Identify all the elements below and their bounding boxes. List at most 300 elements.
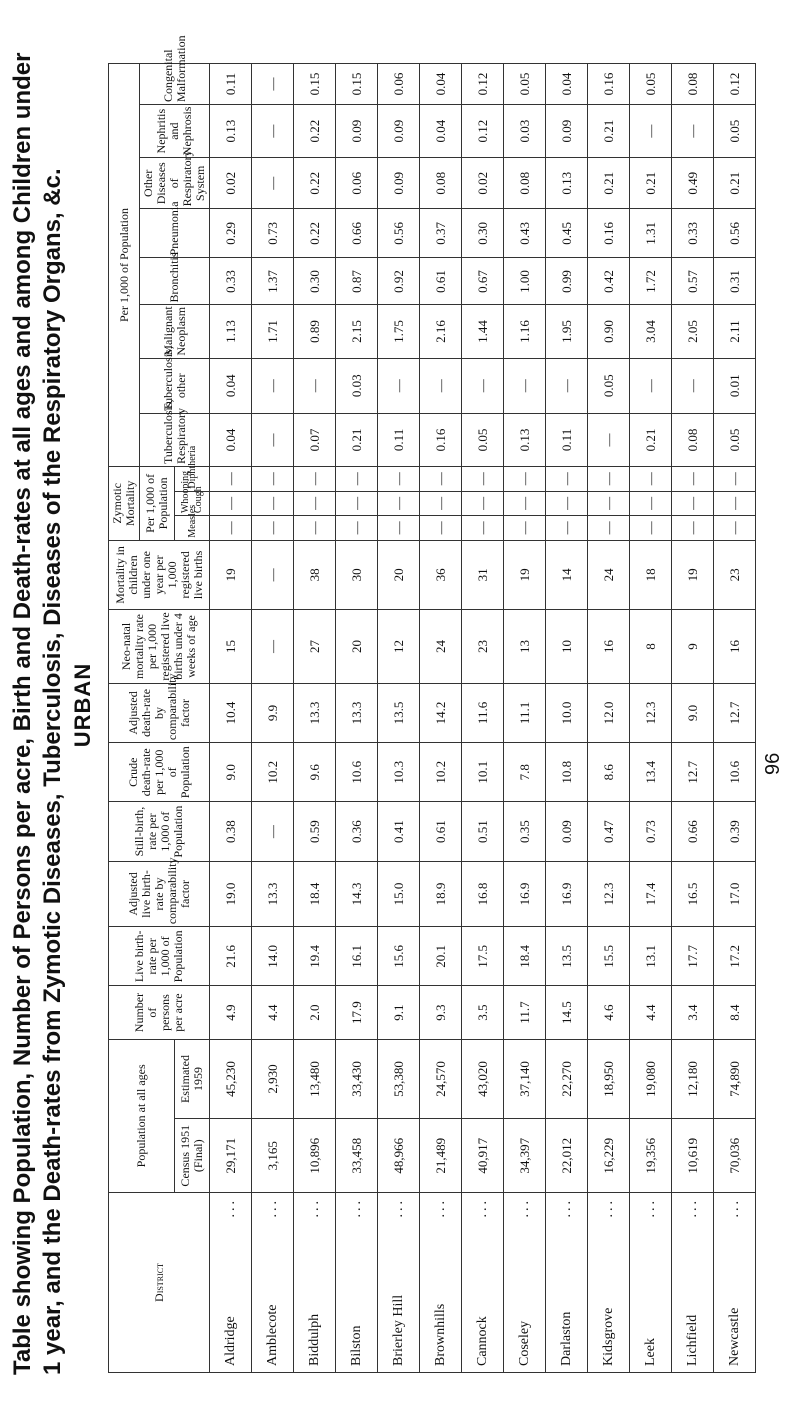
cell-sbr: 0.61 [420, 802, 462, 861]
cell-inf: — [252, 540, 294, 610]
cell-bro: 1.72 [630, 258, 672, 305]
cell-inf: 38 [294, 540, 336, 610]
cell-neo: 10 [546, 610, 588, 684]
cell-sbr: — [252, 802, 294, 861]
cell-bro: 0.31 [714, 258, 756, 305]
cell-adr: 13.5 [378, 683, 420, 742]
table-row [714, 64, 756, 1373]
cell-bro: 0.61 [420, 258, 462, 305]
nephritis-header: Nephritis and Nephrosis [140, 105, 210, 158]
cell-di: — [714, 467, 756, 492]
cell-mal: 1.71 [252, 305, 294, 358]
leader-dots: ... [306, 1198, 322, 1218]
cell-pne: 0.16 [588, 209, 630, 258]
zymotic-per-1000-header: Per 1,000 of Population [140, 467, 175, 541]
cell-est: 43,020 [462, 1039, 504, 1119]
cell-census: 21,489 [420, 1119, 462, 1193]
cell-abr: 16.5 [672, 861, 714, 926]
cell-me: — [546, 516, 588, 541]
cell-cdr: 10.1 [462, 743, 504, 802]
cell-wc: — [252, 491, 294, 516]
cell-ppa: 4.4 [630, 986, 672, 1039]
leader-dots: ... [222, 1198, 238, 1218]
cell-di: — [588, 467, 630, 492]
cell-nep: 0.04 [420, 105, 462, 158]
cell-sbr: 0.39 [714, 802, 756, 861]
cell-wc: — [210, 491, 252, 516]
cell-wc: — [420, 491, 462, 516]
cell-tbo: 0.01 [714, 358, 756, 413]
district-name: Amblecote [264, 1304, 280, 1366]
cell-est: 74,890 [714, 1039, 756, 1119]
district-name: Lichfield [684, 1314, 700, 1366]
cell-inf: 36 [420, 540, 462, 610]
cell-mal: 2.16 [420, 305, 462, 358]
cell-oth: 0.13 [546, 158, 588, 209]
cell-wc: — [294, 491, 336, 516]
cell-bro: 0.33 [210, 258, 252, 305]
cell-di: — [420, 467, 462, 492]
cell-nep: 0.13 [210, 105, 252, 158]
cell-br: 13.5 [546, 927, 588, 986]
cell-nep: — [630, 105, 672, 158]
persons-per-acre-header: Number of persons per acre [109, 986, 210, 1039]
cell-census: 10,896 [294, 1119, 336, 1193]
cell-me: — [294, 516, 336, 541]
cell-ppa: 3.4 [672, 986, 714, 1039]
cell-mal: 0.90 [588, 305, 630, 358]
cell-oth: 0.02 [462, 158, 504, 209]
cell-me: — [252, 516, 294, 541]
cell-mal: 1.13 [210, 305, 252, 358]
table-title: Table showing Population, Number of Persons per acre, Birth and Death-rates at all ages and among Children under 1 year, and the Death-rates from Zymotic Diseases, Tuberculosis, Diseases of the Respiratory Organs, &c. [9, 52, 66, 1375]
cell-mal: 0.89 [294, 305, 336, 358]
cell-oth: 0.21 [714, 158, 756, 209]
malignant-neoplasm-header: Malignant Neoplasm [140, 305, 210, 358]
cell-con: 0.06 [378, 64, 420, 105]
cell-est: 18,950 [588, 1039, 630, 1119]
cell-di: — [462, 467, 504, 492]
cell-tbo: 0.04 [210, 358, 252, 413]
cell-br: 16.1 [336, 927, 378, 986]
cell-pne: 0.22 [294, 209, 336, 258]
cell-tbr: 0.05 [714, 413, 756, 466]
page-number: 96 [762, 752, 784, 775]
cell-mal: 3.04 [630, 305, 672, 358]
cell-bro: 0.67 [462, 258, 504, 305]
cell-adr: 12.0 [588, 683, 630, 742]
cell-est: 45,230 [210, 1039, 252, 1119]
table-row [378, 64, 420, 1373]
cell-sbr: 0.66 [672, 802, 714, 861]
cell-neo: 16 [714, 610, 756, 684]
cell-tbo: — [294, 358, 336, 413]
cell-nep: 0.09 [546, 105, 588, 158]
cell-wc: — [546, 491, 588, 516]
cell-br: 18.4 [504, 927, 546, 986]
adjusted-birth-rate-header: Adjusted live birth-rate by comparability factor [109, 861, 210, 926]
cell-cdr: 10.8 [546, 743, 588, 802]
cell-census: 40,917 [462, 1119, 504, 1193]
cell-br: 20.1 [420, 927, 462, 986]
cell-sbr: 0.59 [294, 802, 336, 861]
cell-inf: 19 [210, 540, 252, 610]
cell-est: 12,180 [672, 1039, 714, 1119]
cell-cdr: 10.3 [378, 743, 420, 802]
cell-ppa: 9.3 [420, 986, 462, 1039]
cell-wc: — [462, 491, 504, 516]
cell-oth: 0.21 [588, 158, 630, 209]
cell-adr: 13.3 [336, 683, 378, 742]
cell-sbr: 0.38 [210, 802, 252, 861]
cell-tbr: 0.21 [336, 413, 378, 466]
cell-con: — [252, 64, 294, 105]
cell-br: 17.2 [714, 927, 756, 986]
cell-di: — [210, 467, 252, 492]
cell-br: 14.0 [252, 927, 294, 986]
cell-adr: 14.2 [420, 683, 462, 742]
cell-nep: 0.22 [294, 105, 336, 158]
cell-sbr: 0.36 [336, 802, 378, 861]
table-row [672, 64, 714, 1373]
cell-inf: 19 [504, 540, 546, 610]
district-name: Brierley Hill [390, 1294, 406, 1366]
cell-tbr: — [252, 413, 294, 466]
cell-ppa: 4.6 [588, 986, 630, 1039]
cell-con: 0.04 [546, 64, 588, 105]
cell-pne: 1.31 [630, 209, 672, 258]
table-row [336, 64, 378, 1373]
cell-wc: — [630, 491, 672, 516]
cell-oth: — [252, 158, 294, 209]
cell-abr: 12.3 [588, 861, 630, 926]
cell-pne: 0.73 [252, 209, 294, 258]
cell-pne: 0.56 [714, 209, 756, 258]
table-row [420, 64, 462, 1373]
cell-census: 16,229 [588, 1119, 630, 1193]
birth-rate-header: Live birth-rate per 1,000 of Population [109, 927, 210, 986]
cell-mal: 1.75 [378, 305, 420, 358]
cell-ppa: 2.0 [294, 986, 336, 1039]
cell-census: 34,397 [504, 1119, 546, 1193]
cell-oth: 0.08 [420, 158, 462, 209]
cell-abr: 15.0 [378, 861, 420, 926]
cell-mal: 2.11 [714, 305, 756, 358]
cell-con: 0.12 [714, 64, 756, 105]
table-body [210, 64, 756, 1373]
table-row [504, 64, 546, 1373]
cell-ppa: 17.9 [336, 986, 378, 1039]
cell-oth: 0.21 [630, 158, 672, 209]
cell-ppa: 4.9 [210, 986, 252, 1039]
cell-br: 19.4 [294, 927, 336, 986]
cell-census: 19,356 [630, 1119, 672, 1193]
cell-cdr: 10.2 [252, 743, 294, 802]
bronchitis-header: Bronchitis [140, 258, 210, 305]
cell-est: 33,430 [336, 1039, 378, 1119]
cell-tbr: 0.04 [210, 413, 252, 466]
cell-sbr: 0.35 [504, 802, 546, 861]
cell-di: — [252, 467, 294, 492]
neonatal-mortality-header: Neo-natal mortality rate per 1,000 registered live births under 4 weeks of age [109, 610, 210, 684]
cell-oth: 0.22 [294, 158, 336, 209]
cell-tbr: 0.11 [546, 413, 588, 466]
cell-cdr: 12.7 [672, 743, 714, 802]
cell-est: 37,140 [504, 1039, 546, 1119]
cell-mal: 1.95 [546, 305, 588, 358]
district-cell [252, 1193, 294, 1373]
cell-tbr: — [588, 413, 630, 466]
leader-dots: ... [348, 1198, 364, 1218]
cell-me: — [588, 516, 630, 541]
leader-dots: ... [264, 1198, 280, 1218]
district-name: Aldridge [222, 1316, 238, 1366]
leader-dots: ... [432, 1198, 448, 1218]
cell-inf: 18 [630, 540, 672, 610]
cell-me: — [504, 516, 546, 541]
cell-tbo: — [546, 358, 588, 413]
cell-bro: 0.30 [294, 258, 336, 305]
cell-abr: 17.4 [630, 861, 672, 926]
cell-tbr: 0.13 [504, 413, 546, 466]
cell-di: — [672, 467, 714, 492]
cell-me: — [630, 516, 672, 541]
cell-inf: 19 [672, 540, 714, 610]
cell-nep: 0.03 [504, 105, 546, 158]
table-row [252, 64, 294, 1373]
district-name: Leek [642, 1338, 658, 1366]
cell-con: 0.08 [672, 64, 714, 105]
cell-tbr: 0.05 [462, 413, 504, 466]
cell-wc: — [714, 491, 756, 516]
cell-tbo: — [252, 358, 294, 413]
cell-me: — [672, 516, 714, 541]
cell-adr: 9.9 [252, 683, 294, 742]
cell-adr: 11.1 [504, 683, 546, 742]
cell-ppa: 11.7 [504, 986, 546, 1039]
cell-tbr: 0.16 [420, 413, 462, 466]
measles-header: Measles [175, 516, 210, 541]
header-row-1 [109, 64, 140, 1373]
cell-oth: 0.09 [378, 158, 420, 209]
cell-con: 0.16 [588, 64, 630, 105]
cell-est: 22,270 [546, 1039, 588, 1119]
cell-abr: 13.3 [252, 861, 294, 926]
leader-dots: ... [474, 1198, 490, 1218]
cell-census: 48,966 [378, 1119, 420, 1193]
cell-br: 15.5 [588, 927, 630, 986]
cell-inf: 23 [714, 540, 756, 610]
cell-br: 21.6 [210, 927, 252, 986]
cell-neo: 20 [336, 610, 378, 684]
cell-bro: 0.87 [336, 258, 378, 305]
district-name: Biddulph [306, 1313, 322, 1366]
cell-bro: 1.00 [504, 258, 546, 305]
cell-cdr: 13.4 [630, 743, 672, 802]
cell-br: 15.6 [378, 927, 420, 986]
cell-mal: 1.16 [504, 305, 546, 358]
census-header: Census 1951 (Final) [175, 1119, 210, 1193]
cell-cdr: 9.0 [210, 743, 252, 802]
cell-adr: 13.3 [294, 683, 336, 742]
cell-adr: 10.4 [210, 683, 252, 742]
district-cell [504, 1193, 546, 1373]
cell-tbo: — [672, 358, 714, 413]
table-row [210, 64, 252, 1373]
cell-nep: 0.09 [378, 105, 420, 158]
cell-br: 17.7 [672, 927, 714, 986]
district-cell [462, 1193, 504, 1373]
cell-tbo: — [462, 358, 504, 413]
per-1000-population-header: Per 1,000 of Population [109, 64, 140, 467]
district-name: Cannock [474, 1316, 490, 1366]
adjusted-death-rate-header: Adjusted death-rate by comparability factor [109, 683, 210, 742]
cell-wc: — [672, 491, 714, 516]
cell-tbr: 0.08 [672, 413, 714, 466]
district-name: Coseley [516, 1320, 532, 1366]
cell-di: — [294, 467, 336, 492]
leader-dots: ... [642, 1198, 658, 1218]
cell-tbo: 0.05 [588, 358, 630, 413]
cell-pne: 0.66 [336, 209, 378, 258]
cell-bro: 0.42 [588, 258, 630, 305]
cell-census: 33,458 [336, 1119, 378, 1193]
whooping-cough-header: Whooping Cough [175, 491, 210, 516]
congenital-malformation-header: Congenital Malformation [140, 64, 210, 105]
other-respiratory-header: Other Diseases of Respiratory System [140, 158, 210, 209]
cell-pne: 0.56 [378, 209, 420, 258]
district-cell [378, 1193, 420, 1373]
district-cell [714, 1193, 756, 1373]
cell-neo: 24 [420, 610, 462, 684]
district-name: Bilston [348, 1325, 364, 1366]
leader-dots: ... [684, 1198, 700, 1218]
cell-di: — [630, 467, 672, 492]
cell-wc: — [336, 491, 378, 516]
cell-abr: 18.9 [420, 861, 462, 926]
cell-adr: 12.7 [714, 683, 756, 742]
tb-other-header: Tuberculosis, other [140, 358, 210, 413]
district-name: Darlaston [558, 1311, 574, 1366]
cell-ppa: 3.5 [462, 986, 504, 1039]
table-row [588, 64, 630, 1373]
cell-sbr: 0.51 [462, 802, 504, 861]
cell-neo: 9 [672, 610, 714, 684]
cell-me: — [714, 516, 756, 541]
cell-abr: 16.8 [462, 861, 504, 926]
cell-neo: — [252, 610, 294, 684]
district-cell [588, 1193, 630, 1373]
cell-inf: 30 [336, 540, 378, 610]
cell-pne: 0.29 [210, 209, 252, 258]
cell-abr: 16.9 [504, 861, 546, 926]
district-cell [420, 1193, 462, 1373]
cell-mal: 2.15 [336, 305, 378, 358]
cell-tbr: 0.11 [378, 413, 420, 466]
cell-abr: 14.3 [336, 861, 378, 926]
table-row [630, 64, 672, 1373]
cell-est: 13,480 [294, 1039, 336, 1119]
cell-con: 0.05 [504, 64, 546, 105]
leader-dots: ... [516, 1198, 532, 1218]
cell-br: 13.1 [630, 927, 672, 986]
pneumonia-header: Pneumonia [140, 209, 210, 258]
cell-con: 0.15 [336, 64, 378, 105]
cell-inf: 20 [378, 540, 420, 610]
cell-neo: 13 [504, 610, 546, 684]
cell-neo: 15 [210, 610, 252, 684]
cell-cdr: 7.8 [504, 743, 546, 802]
cell-tbo: — [504, 358, 546, 413]
leader-dots: ... [390, 1198, 406, 1218]
cell-oth: 0.06 [336, 158, 378, 209]
cell-pne: 0.37 [420, 209, 462, 258]
cell-pne: 0.30 [462, 209, 504, 258]
table-row [294, 64, 336, 1373]
cell-tbo: — [630, 358, 672, 413]
zymotic-mortality-header: Zymotic Mortality [109, 467, 140, 541]
cell-census: 3,165 [252, 1119, 294, 1193]
cell-inf: 24 [588, 540, 630, 610]
cell-adr: 11.6 [462, 683, 504, 742]
cell-census: 10,619 [672, 1119, 714, 1193]
cell-bro: 0.57 [672, 258, 714, 305]
cell-abr: 16.9 [546, 861, 588, 926]
cell-pne: 0.33 [672, 209, 714, 258]
district-cell [672, 1193, 714, 1373]
cell-sbr: 0.73 [630, 802, 672, 861]
cell-pne: 0.43 [504, 209, 546, 258]
cell-neo: 16 [588, 610, 630, 684]
cell-sbr: 0.47 [588, 802, 630, 861]
cell-sbr: 0.41 [378, 802, 420, 861]
cell-est: 19,080 [630, 1039, 672, 1119]
cell-tbo: — [420, 358, 462, 413]
cell-oth: 0.08 [504, 158, 546, 209]
cell-census: 70,036 [714, 1119, 756, 1193]
district-cell [630, 1193, 672, 1373]
cell-adr: 9.0 [672, 683, 714, 742]
cell-br: 17.5 [462, 927, 504, 986]
cell-nep: 0.12 [462, 105, 504, 158]
cell-cdr: 8.6 [588, 743, 630, 802]
district-cell [336, 1193, 378, 1373]
cell-di: — [336, 467, 378, 492]
diphtheria-header: Diphtheria [175, 467, 210, 492]
cell-ppa: 8.4 [714, 986, 756, 1039]
stillbirth-rate-header: Still-birth, rate per 1,000 of Population [109, 802, 210, 861]
statistics-table [108, 35, 756, 1373]
cell-nep: — [252, 105, 294, 158]
cell-nep: 0.21 [588, 105, 630, 158]
cell-inf: 14 [546, 540, 588, 610]
cell-census: 22,012 [546, 1119, 588, 1193]
cell-neo: 8 [630, 610, 672, 684]
table-row [546, 64, 588, 1373]
cell-nep: 0.09 [336, 105, 378, 158]
cell-adr: 10.0 [546, 683, 588, 742]
cell-di: — [378, 467, 420, 492]
cell-di: — [504, 467, 546, 492]
cell-tbo: — [378, 358, 420, 413]
cell-wc: — [504, 491, 546, 516]
cell-me: — [336, 516, 378, 541]
cell-oth: 0.02 [210, 158, 252, 209]
estimated-header: Estimated 1959 [175, 1039, 210, 1119]
cell-mal: 2.05 [672, 305, 714, 358]
cell-abr: 17.0 [714, 861, 756, 926]
cell-con: 0.11 [210, 64, 252, 105]
